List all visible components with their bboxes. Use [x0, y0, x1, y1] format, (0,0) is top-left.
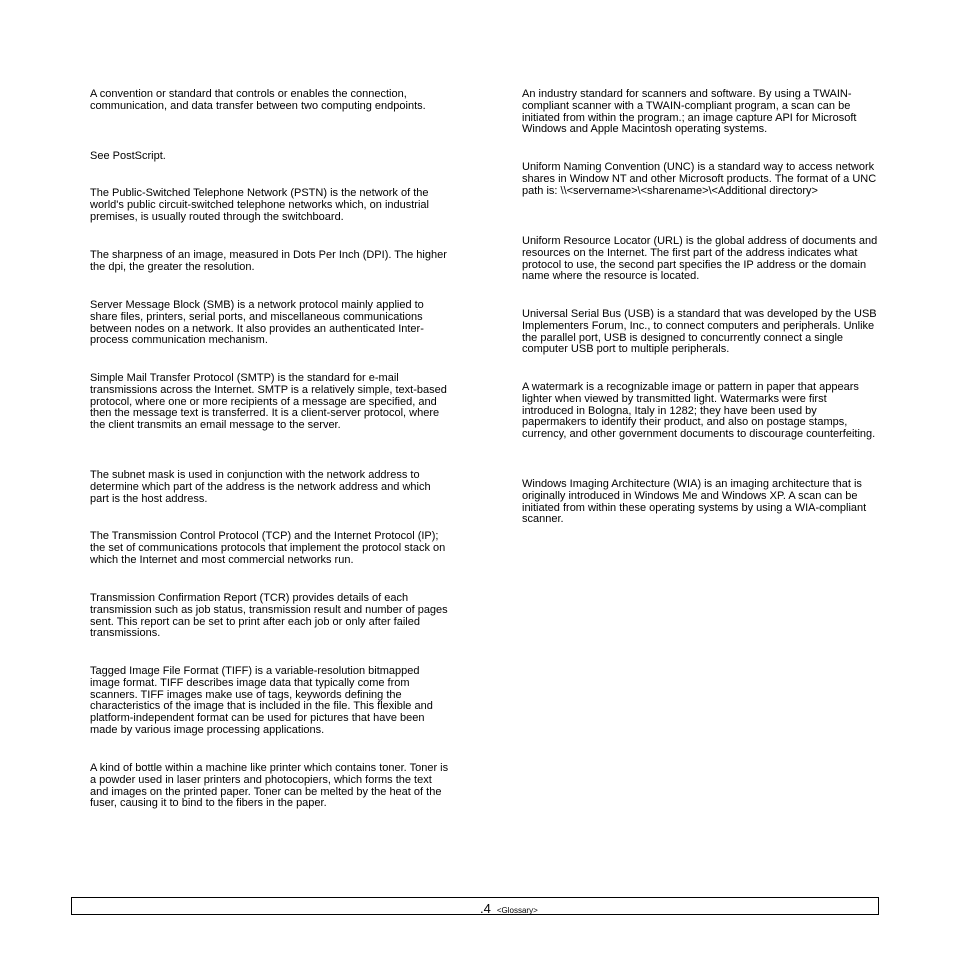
- glossary-entry-usb: Universal Serial Bus (USB) is a standard that was developed by the USB Implementers Forum, Inc., to connect computers and peripherals. Unlike the parallel port, USB is designed to concurrently connect a single computer USB port to multiple peripherals.: [522, 308, 877, 356]
- glossary-entry-tcr: Transmission Confirmation Report (TCR) provides details of each transmission such as job status, transmission result and number of pages sent. This report can be set to print after each job or only after failed transmissions.: [90, 592, 448, 640]
- glossary-entry-smtp: Simple Mail Transfer Protocol (SMTP) is the standard for e-mail transmissions across the Internet. SMTP is a relatively simple, text-based protocol, where one or more recipients of a message are specified, and then the message text is transferred. It is a client-server protocol, where the client transmits an email message to the server.: [90, 372, 447, 432]
- glossary-entry-resolution: The sharpness of an image, measured in Dots Per Inch (DPI). The higher the dpi, the greater the resolution.: [90, 249, 447, 273]
- section-name: <Glossary>: [496, 906, 538, 915]
- glossary-entry-protocol: A convention or standard that controls or enables the connection, communication, and data transfer between two computing endpoints.: [90, 88, 426, 112]
- glossary-entry-unc: Uniform Naming Convention (UNC) is a standard way to access network shares in Window NT and other Microsoft products. The format of a UNC path is: \\<servername>\<sharename>\<Additional directory>: [522, 161, 877, 197]
- page-number: .4: [480, 901, 491, 916]
- glossary-entry-watermark: A watermark is a recognizable image or pattern in paper that appears lighter when viewed by transmitted light. Watermarks were first introduced in Bologna, Italy in 1282; they have been used by papermakers to identify their product, and also on postage stamps, currency, and other government documents to discourage counterfeiting.: [522, 381, 876, 441]
- page-footer: [71, 897, 879, 915]
- glossary-entry-subnet-mask: The subnet mask is used in conjunction with the network address to determine which part of the address is the network address and which part is the host address.: [90, 469, 431, 505]
- glossary-entry-wia: Windows Imaging Architecture (WIA) is an imaging architecture that is originally introduced in Windows Me and Windows XP. A scan can be initiated from within these operating systems by using a WIA-compliant scanner.: [522, 478, 867, 526]
- footer-content: [480, 900, 538, 918]
- glossary-entry-ps: See PostScript.: [90, 150, 166, 162]
- glossary-entry-tiff: Tagged Image File Format (TIFF) is a variable-resolution bitmapped image format. TIFF describes image data that typically come from scanners. TIFF images make use of tags, keywords defining the characteristics of the image that is included in the file. This flexible and platform-independent format can be used for pictures that have been made by various image processing applications.: [90, 665, 433, 736]
- glossary-entry-twain: An industry standard for scanners and software. By using a TWAIN-compliant scanner with a TWAIN-compliant program, a scan can be initiated from within the program.; an image capture API for Microsoft Windows and Apple Macintosh operating systems.: [522, 88, 857, 136]
- glossary-entry-toner-cartridge: A kind of bottle within a machine like printer which contains toner. Toner is a powder used in laser printers and photocopiers, which forms the text and images on the printed paper. Toner can be melted by the heat of the fuser, causing it to bind to the fibers in the paper.: [90, 762, 449, 810]
- glossary-entry-tcp-ip: The Transmission Control Protocol (TCP) and the Internet Protocol (IP); the set of communications protocols that implement the protocol stack on which the Internet and most commercial networks run.: [90, 530, 446, 566]
- glossary-entry-url: Uniform Resource Locator (URL) is the global address of documents and resources on the Internet. The first part of the address indicates what protocol to use, the second part specifies the IP address or the domain name where the resource is located.: [522, 235, 878, 283]
- glossary-entry-smb: Server Message Block (SMB) is a network protocol mainly applied to share files, printers, serial ports, and miscellaneous communications between nodes on a network. It also provides an authenticated Inter-process communication mechanism.: [90, 299, 424, 347]
- glossary-entry-pstn: The Public-Switched Telephone Network (PSTN) is the network of the world's public circuit-switched telephone networks which, on industrial premises, is usually routed through the switchboard.: [90, 187, 429, 223]
